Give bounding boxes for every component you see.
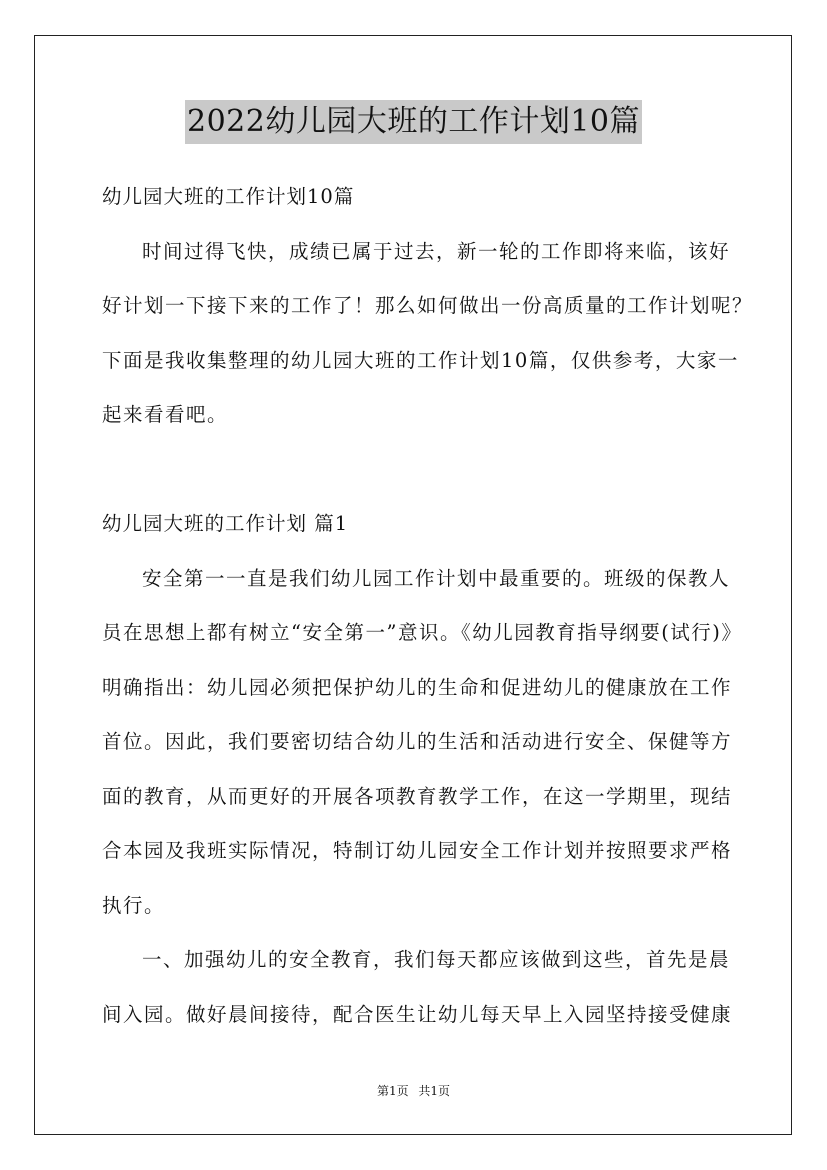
intro-heading: 幼儿园大班的工作计划10篇 (102, 185, 355, 208)
section1-p2-line: 一、加强幼儿的安全教育，我们每天都应该做到这些，首先是晨 (142, 948, 731, 971)
page-total: 共1页 (418, 1084, 451, 1098)
section1-p1-line: 明确指出：幼儿园必须把保护幼儿的生命和促进幼儿的健康放在工作 (102, 675, 733, 699)
intro-line: 时间过得飞快，成绩已属于过去，新一轮的工作即将来临，该好 (142, 239, 731, 263)
section1-p2-line: 间入园。做好晨间接待，配合医生让幼儿每天早上入园坚持接受健康 (102, 1002, 733, 1026)
document-body (102, 170, 754, 1042)
intro-line: 好计划一下接下来的工作了！那么如何做出一份高质量的工作计划呢？ (102, 294, 754, 317)
title-wrap (0, 100, 827, 144)
page-number: 第1页 (376, 1084, 409, 1098)
section-gap (102, 443, 732, 498)
page-footer (0, 1082, 827, 1099)
section1-p1-line: 面的教育，从而更好的开展各项教育教学工作，在这一学期里，现结 (102, 784, 733, 808)
section1-p1-line: 执行。 (102, 893, 166, 917)
document-title: 2022幼儿园大班的工作计划10篇 (185, 100, 642, 144)
section1-p1-line: 员在思想上都有树立“安全第一”意识。《幼儿园教育指导纲要(试行)》 (102, 621, 743, 644)
section1-p1-line: 安全第一一直是我们幼儿园工作计划中最重要的。班级的保教人 (142, 566, 731, 590)
section1-heading: 幼儿园大班的工作计划 篇1 (102, 512, 349, 535)
intro-line: 下面是我收集整理的幼儿园大班的工作计划10篇，仅供参考，大家一 (102, 348, 739, 372)
intro-line: 起来看看吧。 (102, 403, 229, 426)
section1-p1-line: 首位。因此，我们要密切结合幼儿的生活和活动进行安全、保健等方 (102, 730, 733, 753)
section1-p1-line: 合本园及我班实际情况，特制订幼儿园安全工作计划并按照要求严格 (102, 839, 733, 862)
